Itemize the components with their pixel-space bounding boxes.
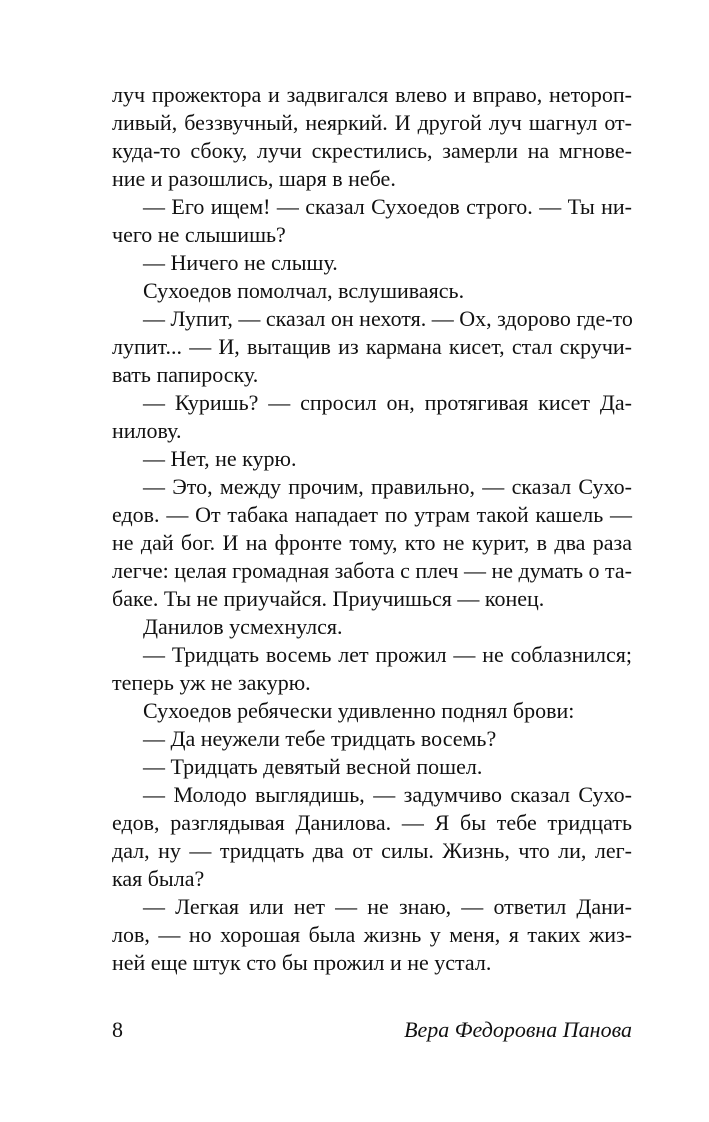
text-line: дал, ну — тридцать два от силы. Жизнь, что ли, лег- <box>112 838 632 863</box>
text-line: куда-то сбоку, лучи скрестились, замерли на мгнове- <box>112 138 632 163</box>
text-line: — Тридцать девятый весной пошел. <box>143 754 483 779</box>
text-line: Данилов усмехнулся. <box>143 614 343 639</box>
text-line: лупит... — И, вытащив из кармана кисет, стал скручи- <box>112 334 632 359</box>
text-line: — Это, между прочим, правильно, — сказал Сухо- <box>143 474 632 499</box>
text-line: — Легкая или нет — не знаю, — ответил Дани- <box>143 894 632 919</box>
text-line: чего не слышишь? <box>112 222 286 247</box>
text-line: нилову. <box>112 418 182 443</box>
text-line: ливый, беззвучный, неяркий. И другой луч шагнул от- <box>112 110 632 135</box>
text-line: легче: целая громадная забота с плеч — не думать о та- <box>112 558 632 583</box>
text-line: лов, — но хорошая была жизнь у меня, я таких жиз- <box>112 922 632 947</box>
body-text <box>112 81 632 977</box>
text-line: — Молодо выглядишь, — задумчиво сказал Сухо- <box>143 782 632 807</box>
text-line: луч прожектора и задвигался влево и вправо, нетороп- <box>112 82 632 107</box>
text-line: — Его ищем! — сказал Сухоедов строго. — Ты ни- <box>143 194 632 219</box>
page-footer <box>112 1015 632 1045</box>
text-line: ней еще штук сто бы прожил и не устал. <box>112 950 492 975</box>
text-line: — Нет, не курю. <box>143 446 297 471</box>
text-line: теперь уж не закурю. <box>112 670 311 695</box>
text-line: Сухоедов ребячески удивленно поднял брови: <box>143 698 575 723</box>
text-line: едов, разглядывая Данилова. — Я бы тебе тридцать <box>112 810 632 835</box>
text-line: — Куришь? — спросил он, протягивая кисет Да- <box>143 390 632 415</box>
text-line: — Тридцать восемь лет прожил — не соблазнился; <box>143 642 632 667</box>
text-line: вать папироску. <box>112 362 259 387</box>
text-line: — Ничего не слышу. <box>143 250 338 275</box>
text-line: Сухоедов помолчал, вслушиваясь. <box>143 278 465 303</box>
text-line: баке. Ты не приучайся. Приучишься — конец. <box>112 586 545 611</box>
text-line: ние и разошлись, шаря в небе. <box>112 166 396 191</box>
text-line: — Да неужели тебе тридцать восемь? <box>143 726 497 751</box>
page-number: 8 <box>112 1017 123 1042</box>
text-line: кая была? <box>112 866 205 891</box>
text-line: — Лупит, — сказал он нехотя. — Ох, здорово где-то <box>143 306 633 331</box>
text-line: едов. — От табака нападает по утрам такой кашель — <box>112 502 632 527</box>
text-line: не дай бог. И на фронте тому, кто не курит, в два раза <box>112 530 632 555</box>
running-footer-author: Вера Федоровна Панова <box>404 1017 632 1042</box>
